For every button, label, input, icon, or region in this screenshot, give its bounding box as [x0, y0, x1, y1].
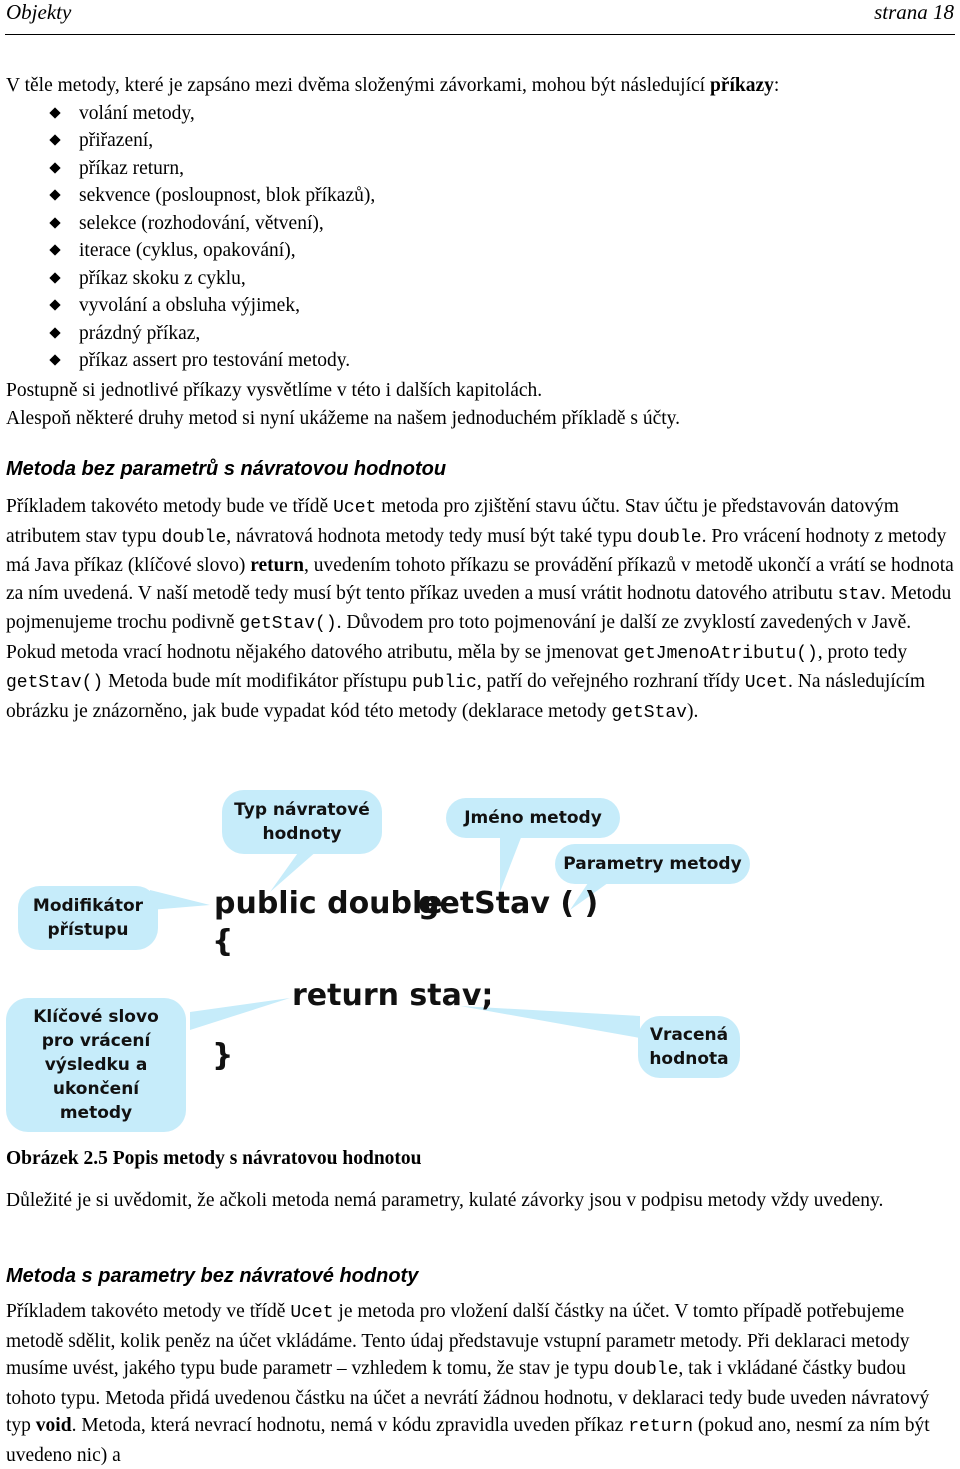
text-run: , tak i vkládané částky budou tohoto typu. Metoda přidá uvedenou částku na účet a nevrátí žádnou hodnotu, v deklaraci tedy bude uveden návratový typ: [6, 1358, 930, 1436]
post-list-line: Alespoň některé druhy metod si nyní ukážeme na našem jednoduchém příkladě s účty.: [6, 408, 680, 429]
text-run: , návratová hodnota metody tedy musí být také typu: [226, 525, 637, 547]
list-item-text: vyvolání a obsluha výjimek,: [79, 295, 300, 316]
text-run: . Metoda, která nevrací hodnotu, nemá v kódu zpravidla uveden příkaz: [71, 1415, 629, 1436]
figure-caption: Obrázek 2.5 Popis metody s návratovou hodnotou: [6, 1148, 422, 1169]
list-item-text: iterace (cyklus, opakování),: [79, 240, 296, 261]
diamond-bullet-icon: [49, 244, 60, 255]
bubble-access-modifier: Modifikátor přístupu: [18, 886, 158, 950]
code-term: Ucet: [744, 673, 788, 693]
text-run: . Pro vrácení hodnoty z metody má Java příkaz (klíčové slovo): [6, 525, 947, 576]
intro-paragraph: [6, 72, 954, 100]
diamond-bullet-icon: [49, 134, 60, 145]
text-run: Příkladem takovéto metody bude ve třídě: [6, 496, 334, 517]
bubble-pointer: [500, 835, 522, 892]
diamond-bullet-icon: [49, 327, 60, 338]
list-item-text: příkaz skoku z cyklu,: [79, 267, 246, 289]
bubble-returned-value: Vracená hodnota: [638, 1016, 740, 1078]
diamond-bullet-icon: [49, 299, 60, 310]
code-signature-modifiers: public double: [214, 886, 443, 921]
text-run: . Důvodem pro toto pojmenování je další ze zvyklostí zavedených v Javě. Pokud metoda vrací hodnotu nějakého datového atributu, měla by se jmenovat: [6, 612, 912, 663]
list-item-text: přiřazení,: [79, 130, 154, 151]
bubble-pointer: [150, 890, 210, 910]
text-run: Příkladem takovéto metody ve třídě: [6, 1301, 291, 1322]
text-run: metoda pro zjištění stavu účtu. Stav účtu je představován datovým atributem stav typu: [6, 496, 899, 547]
diamond-bullet-icon: [49, 217, 60, 228]
list-item: [0, 127, 375, 155]
intro-colon: :: [773, 75, 780, 96]
list-item: [0, 320, 375, 348]
list-item-text: příkaz assert pro testování metody.: [79, 350, 351, 371]
section1-paragraph: [6, 493, 954, 727]
text-run: . Metodu pojmenujeme trochu podivně: [6, 582, 952, 633]
code-term: getStav: [611, 702, 687, 723]
diamond-bullet-icon: [49, 107, 60, 118]
header-page-number: strana 18: [874, 0, 954, 24]
diamond-bullet-icon: [49, 162, 60, 173]
code-term: double: [613, 1360, 679, 1380]
section-heading: Metoda bez parametrů s návratovou hodnotou: [6, 458, 447, 480]
code-term: Ucet: [333, 498, 377, 518]
list-item: [0, 182, 375, 210]
text-run: , proto tedy: [817, 641, 908, 663]
text-run: Metoda bude mít modifikátor přístupu: [103, 671, 412, 692]
diamond-bullet-icon: [49, 354, 60, 365]
keyword-term: void: [35, 1415, 72, 1436]
list-item: [0, 155, 375, 183]
text-run: , patří do veřejného rozhraní třídy: [476, 671, 745, 692]
diamond-bullet-icon: [49, 189, 60, 200]
code-term: return: [628, 1417, 694, 1437]
code-term: public: [411, 673, 477, 693]
list-item: [0, 237, 375, 265]
section-heading: Metoda s parametry bez návratové hodnoty: [6, 1265, 419, 1287]
text-run: . Na následujícím obrázku je znázorněno, jak bude vypadat kód této metody (deklarace metody: [6, 671, 926, 722]
list-item-text: příkaz return,: [79, 157, 185, 179]
intro-text: V těle metody, které je zapsáno mezi dvěma složenými závorkami, mohou být následující: [6, 75, 710, 96]
section2-paragraph: [6, 1298, 954, 1469]
keyword-term: return: [250, 555, 305, 576]
list-item: [0, 100, 375, 128]
bubble-return-keyword: Klíčové slovo pro vrácení výsledku a ukončení metody: [6, 998, 186, 1132]
bubble-pointer: [190, 998, 290, 1030]
text-run: ).: [686, 700, 699, 722]
code-open-brace: {: [212, 924, 234, 959]
code-term: Ucet: [290, 1303, 334, 1323]
header-rule: [5, 34, 955, 35]
list-item-text: sekvence (posloupnost, blok příkazů),: [79, 185, 376, 206]
code-close-brace: }: [212, 1038, 234, 1073]
statement-list: [0, 100, 375, 375]
code-term: double: [161, 527, 227, 548]
list-item-text: selekce (rozhodování, větvení),: [79, 212, 324, 234]
code-term: getStav(): [239, 614, 337, 634]
text-run: , uvedením tohoto příkazu se provádění příkazů v metodě ukončí a vrátí se hodnota za ním uvedená. V naší metodě tedy musí být tento příkaz uveden a musí vrátit hodnotu datového atributu: [6, 555, 954, 604]
code-return-statement: return stav;: [292, 978, 494, 1013]
note-paragraph: Důležité je si uvědomit, že ačkoli metoda nemá parametry, kulaté závorky jsou v podpisu metody vždy uvedeny.: [6, 1190, 884, 1211]
list-item: [0, 265, 375, 293]
bubble-return-type: Typ návratové hodnoty: [222, 790, 382, 854]
code-term: double: [636, 527, 702, 548]
method-diagram: [0, 780, 960, 1140]
list-item: [0, 210, 375, 238]
bubble-method-name: Jméno metody: [446, 798, 620, 838]
list-item: [0, 292, 375, 320]
code-signature-name: getStav ( ): [418, 886, 599, 921]
post-list-line: Postupně si jednotlivé příkazy vysvětlíme v této i dalších kapitolách.: [6, 380, 543, 401]
code-term: getStav(): [6, 673, 104, 693]
header-chapter: Objekty: [6, 0, 72, 24]
text-run: je metoda pro vložení další částky na účet. V tomto případě potřebujeme metodě sdělit, kolik peněz na účet vkládáme. Tento údaj představuje vstupní parametr metody. Při deklaraci metody musíme uvést, jakého typu bude parametr – vzhledem k tomu, že stav je typu: [6, 1301, 910, 1379]
intro-bold-term: příkazy: [709, 75, 774, 96]
list-item-text: volání metody,: [79, 102, 195, 124]
list-item: [0, 347, 375, 375]
code-term: stav: [837, 584, 881, 605]
code-term: getJmenoAtributu(): [623, 643, 818, 664]
diamond-bullet-icon: [49, 272, 60, 283]
bubble-parameters: Parametry metody: [555, 844, 750, 884]
text-run: (pokud ano, nesmí za ním být uvedeno nic) a: [6, 1415, 930, 1466]
list-item-text: prázdný příkaz,: [79, 322, 201, 344]
